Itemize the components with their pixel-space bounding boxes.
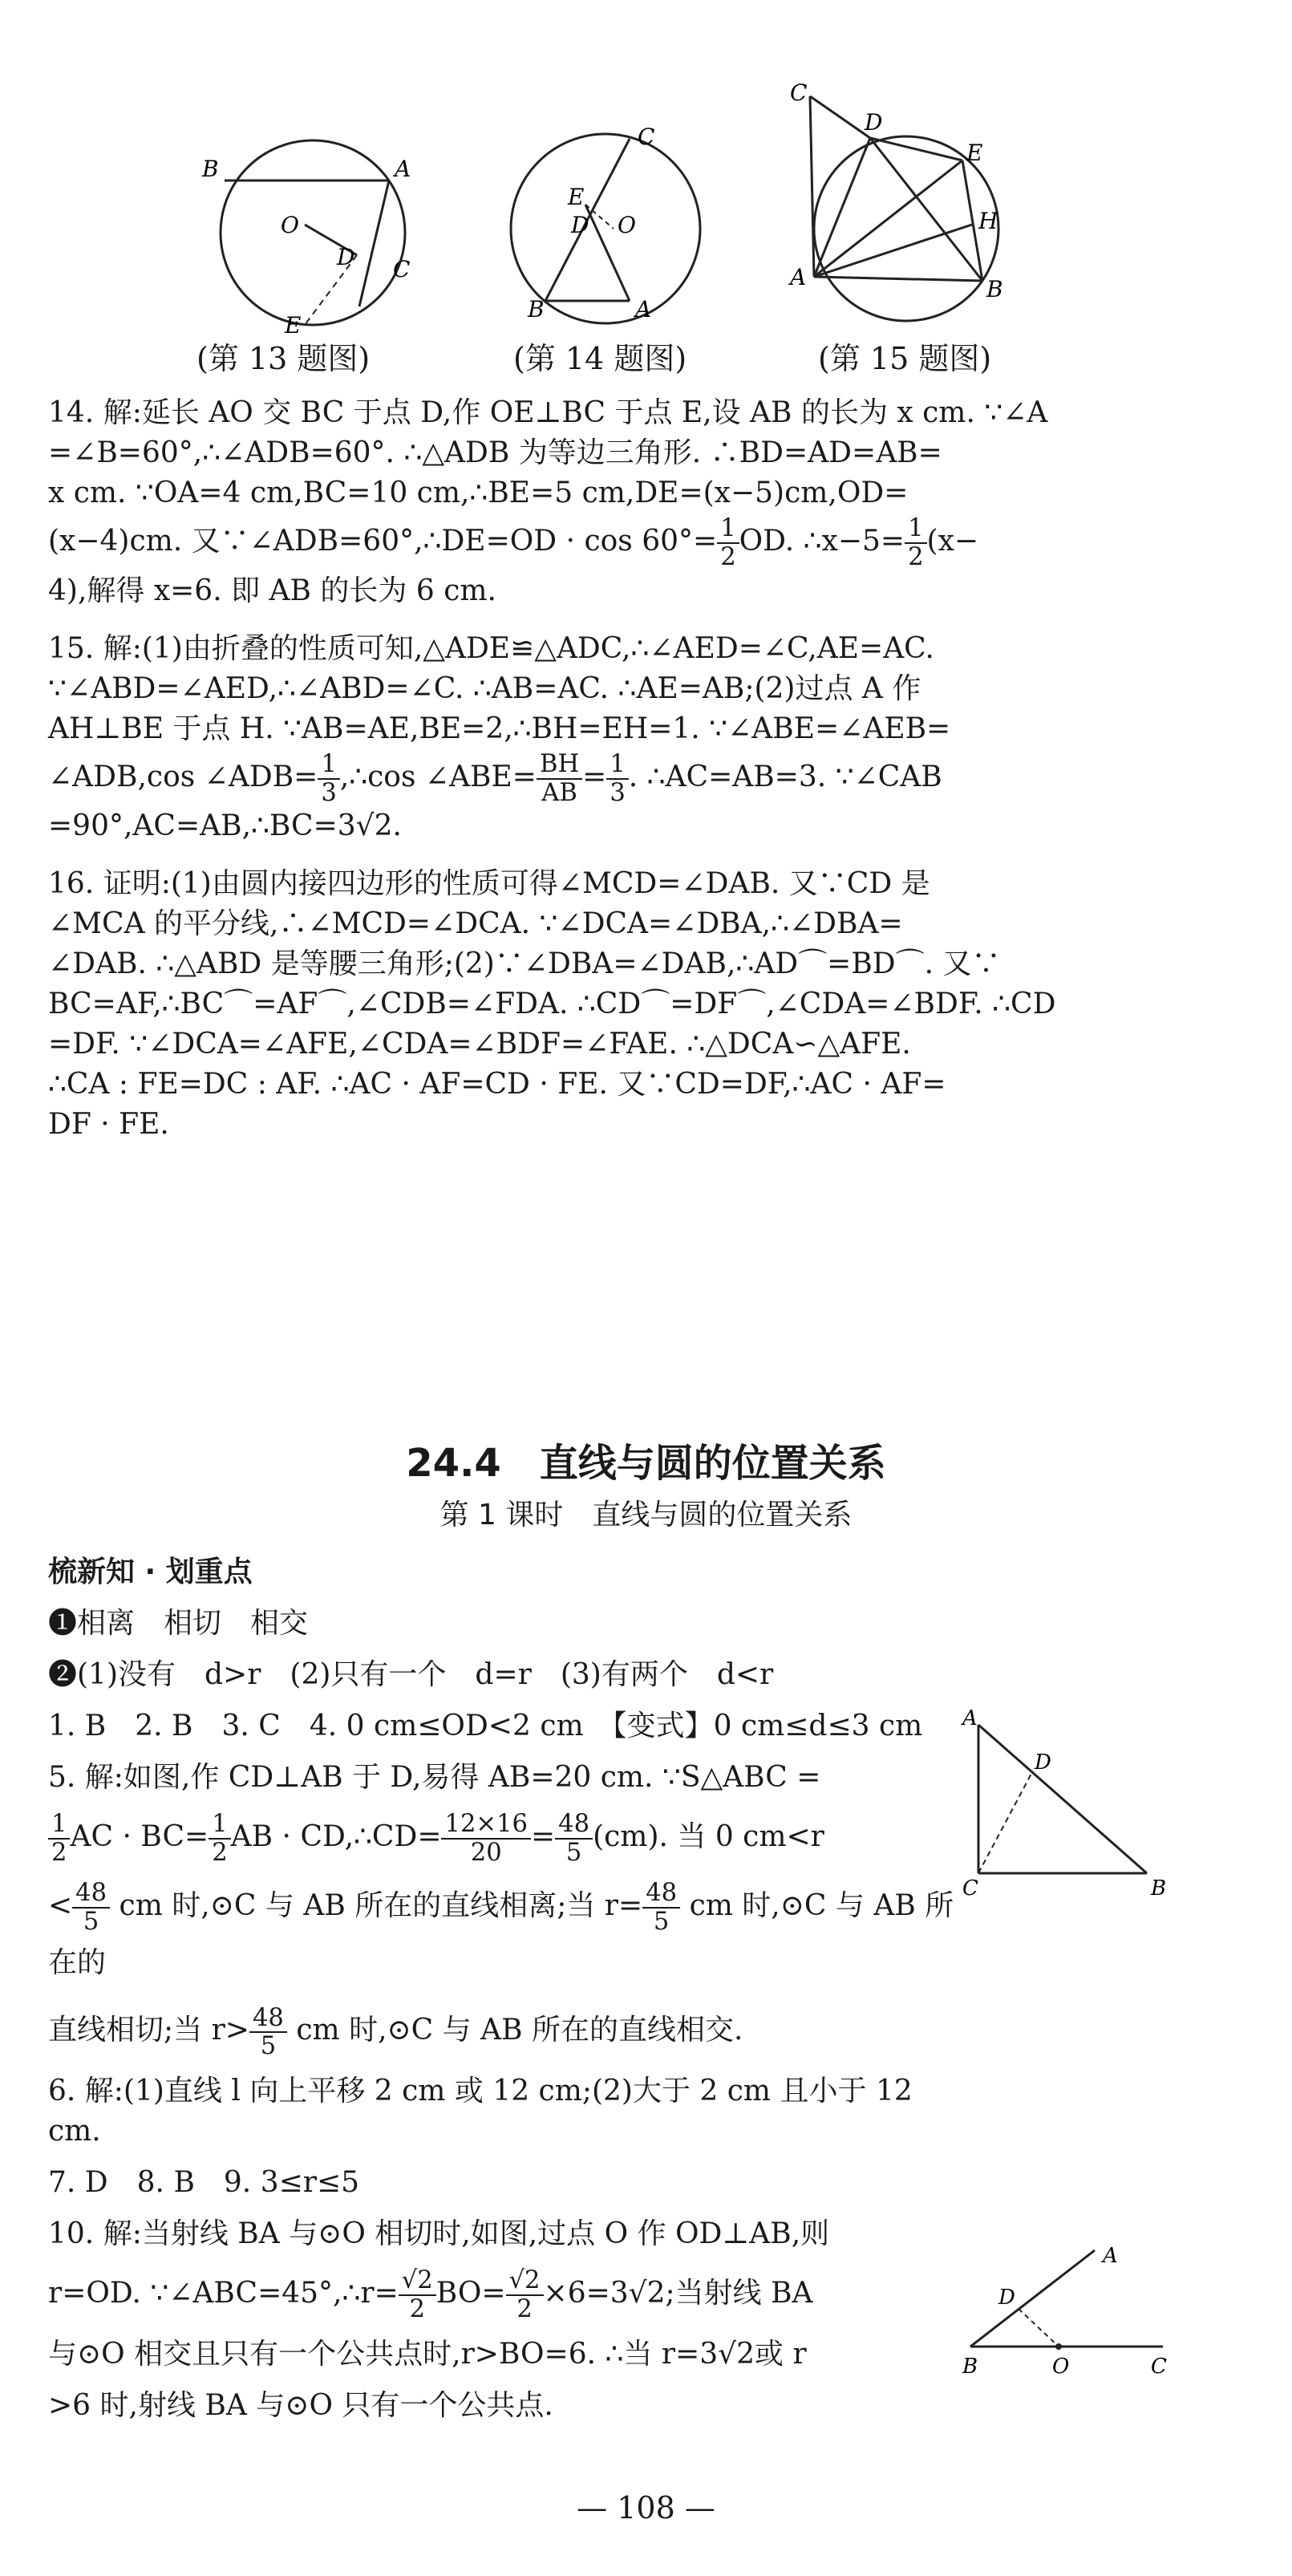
fig14-label-a: A xyxy=(635,296,652,323)
fig15-label-b: B xyxy=(986,276,1003,302)
figure-14 xyxy=(497,116,706,333)
fig13-label-a: A xyxy=(395,156,411,182)
caption-fig13: (第 13 题图) xyxy=(196,341,371,376)
fig10-label-o: O xyxy=(1052,2355,1070,2379)
q5-frac-res-3 xyxy=(642,1880,680,1935)
q7-line: 7. D 8. B 9. 3≤r≤5 xyxy=(48,2165,360,2199)
q15-frac-3-num: 1 xyxy=(606,751,628,780)
fig10-od xyxy=(1019,2309,1059,2347)
q5-text-2a: AC · BC= xyxy=(70,1820,209,1853)
fig15-cd xyxy=(810,96,870,138)
fig5-label-d: D xyxy=(1035,1750,1051,1775)
q5-text-2d: (cm). 当 0 cm<r xyxy=(593,1820,824,1853)
fig10-point-o xyxy=(1055,2343,1062,2350)
fig10-label-b: B xyxy=(962,2355,978,2379)
q5-frac-res-1-num: 48 xyxy=(555,1811,593,1840)
q16-line-5: =DF. ∵∠DCA=∠AFE,∠CDA=∠BDF=∠FAE. ∴△DCA∽△AFE. xyxy=(48,1028,911,1061)
q10-line-4: >6 时,射线 BA 与⊙O 只有一个公共点. xyxy=(48,2388,553,2422)
q5-frac-half-2 xyxy=(209,1811,230,1866)
fig14-label-b: B xyxy=(528,296,545,323)
fig10-label-c: C xyxy=(1151,2355,1167,2379)
q14-frac-2-den: 2 xyxy=(908,543,924,571)
q14-line-1: 14. 解:延长 AO 交 BC 于点 D,作 OE⊥BC 于点 E,设 AB 的长为 x cm. ∵∠A xyxy=(48,396,1048,429)
fig13-chord-ac xyxy=(359,181,389,306)
q10-frac-1 xyxy=(399,2267,436,2322)
q5-frac-half-1 xyxy=(48,1811,70,1866)
q5-frac-res-2 xyxy=(72,1880,110,1935)
q15-line-3: AH⊥BE 于点 H. ∵AB=AE,BE=2,∴BH=EH=1. ∵∠ABE=∠AEB= xyxy=(48,712,951,745)
item-3: 1. B 2. B 3. C 4. 0 cm≤OD<2 cm 【变式】0 cm≤d≤3 cm xyxy=(48,1710,923,1742)
figure-q5 xyxy=(954,1709,1195,1901)
fig5-altitude xyxy=(978,1772,1032,1873)
q14-frac-1-num: 1 xyxy=(717,515,739,544)
q15-text-b: ,∴cos ∠ABE= xyxy=(339,760,537,793)
q10-line-1: 10. 解:当射线 BA 与⊙O 相切时,如图,过点 O 作 OD⊥AB,则 xyxy=(48,2217,830,2250)
part-heading: 梳新知 · 划重点 xyxy=(48,1556,253,1588)
fig13-label-e: E xyxy=(285,312,302,337)
q5-frac-res-2-den: 5 xyxy=(83,1907,99,1936)
q10-line-3: 与⊙O 相交且只有一个公共点时,r>BO=6. ∴当 r=3√2或 r xyxy=(48,2337,807,2371)
q10-frac-1-num: √2 xyxy=(399,2267,436,2296)
q5-text-3c: cm 时,⊙C 与 AB 所在的 xyxy=(48,1888,954,1980)
q5-line-4 xyxy=(48,2002,970,2060)
q16-line-4: BC=AF,∴BC⌒=AF⌒,∠CDB=∠FDA. ∴CD⌒=DF⌒,∠CDA=∠BDF. ∴CD xyxy=(48,988,1056,1021)
q15-line-1: 15. 解:(1)由折叠的性质可知,△ADE≌△ADC,∴∠AED=∠C,AE=AC. xyxy=(48,631,934,665)
q5-frac-res-3-num: 48 xyxy=(642,1880,680,1909)
q10-frac-1-den: 2 xyxy=(409,2294,425,2323)
q15-frac-3-den: 3 xyxy=(610,778,626,807)
section-subtitle: 第 1 课时 直线与圆的位置关系 xyxy=(439,1499,853,1531)
q5-line-2 xyxy=(48,1809,970,1867)
fig5-side-ab xyxy=(978,1725,1147,1873)
q5-line-1: 5. 解:如图,作 CD⊥AB 于 D,易得 AB=20 cm. ∵S△ABC = xyxy=(48,1761,821,1794)
q5-frac-res-2-num: 48 xyxy=(72,1880,110,1909)
solutions-block xyxy=(48,393,1163,1162)
q5-frac-res-1-den: 5 xyxy=(565,1839,582,1867)
q5-line-3 xyxy=(48,1878,970,1992)
section-content xyxy=(48,1552,970,2437)
q15-frac-3 xyxy=(606,751,628,806)
figure-q10 xyxy=(954,2238,1179,2383)
q16-line-3: ∠DAB. ∴△ABD 是等腰三角形;(2)∵∠DBA=∠DAB,∴AD⌒=BD⌒. 又∵ xyxy=(48,947,1001,981)
section-title: 24.4 直线与圆的位置关系 xyxy=(406,1441,886,1486)
q5-text-4b: cm 时,⊙C 与 AB 所在的直线相交. xyxy=(286,2014,743,2047)
q5-frac-half-1-den: 2 xyxy=(51,1839,67,1867)
q10-text-2b: BO= xyxy=(435,2276,506,2310)
solution-16 xyxy=(48,864,1163,1145)
q5-text-3a: < xyxy=(48,1888,73,1922)
q15-text-c: = xyxy=(582,760,607,793)
q16-line-7: DF · FE. xyxy=(48,1108,169,1142)
q14-line-5: 4),解得 x=6. 即 AB 的长为 6 cm. xyxy=(48,574,496,607)
q16-line-2: ∠MCA 的平分线,∴∠MCD=∠DCA. ∵∠DCA=∠DBA,∴∠DBA= xyxy=(48,907,903,941)
fig15-ah xyxy=(814,225,972,277)
item-1: ❶相离 相切 相交 xyxy=(48,1607,309,1640)
q14-line-2: =∠B=60°,∴∠ADB=60°. ∴△ADB 为等边三角形. ∴BD=AD=AB= xyxy=(48,436,942,469)
fig14-label-c: C xyxy=(638,124,655,150)
q15-frac-1 xyxy=(318,751,339,806)
fig10-label-d: D xyxy=(998,2286,1015,2310)
q10-line-2 xyxy=(48,2266,970,2323)
q14-text-a: (x−4)cm. 又∵∠ADB=60°,∴DE=OD · cos 60°= xyxy=(48,525,718,558)
q14-text-c: (x− xyxy=(926,525,979,558)
q14-frac-2 xyxy=(905,515,926,570)
q15-frac-1-den: 3 xyxy=(321,778,337,807)
fig15-label-e: E xyxy=(966,140,983,166)
fig15-label-a: A xyxy=(790,264,807,290)
figure-15 xyxy=(786,80,1027,337)
q5-text-2c: = xyxy=(530,1820,556,1853)
q14-text-b: OD. ∴x−5= xyxy=(739,525,905,558)
q10-text-2c: ×6=3√2;当射线 BA xyxy=(543,2276,813,2310)
figure-13 xyxy=(192,112,433,337)
q15-text-a: ∠ADB,cos ∠ADB= xyxy=(48,760,318,793)
q14-frac-1-den: 2 xyxy=(720,543,736,571)
q5-frac-half-2-den: 2 xyxy=(212,1839,228,1867)
q15-line-5: =90°,AC=AB,∴BC=3√2. xyxy=(48,809,402,843)
q15-text-d: . ∴AC=AB=3. ∵∠CAB xyxy=(628,760,942,793)
fig5-label-b: B xyxy=(1151,1876,1167,1901)
q16-line-6: ∴CA : FE=DC : AF. ∴AC · AF=CD · FE. 又∵CD=DF,∴AC · AF= xyxy=(48,1068,946,1101)
q15-frac-1-num: 1 xyxy=(318,751,339,780)
q14-frac-1 xyxy=(717,515,739,570)
fig13-label-d: D xyxy=(337,244,355,270)
q14-line-4 xyxy=(48,513,1163,571)
q5-text-3b: cm 时,⊙C 与 AB 所在的直线相离;当 r= xyxy=(110,1888,643,1922)
fig13-label-o: O xyxy=(281,212,299,238)
q15-frac-2 xyxy=(537,751,582,806)
fig5-label-c: C xyxy=(962,1876,978,1901)
q5-frac-res-4-num: 48 xyxy=(249,2005,287,2034)
q5-frac-half-1-num: 1 xyxy=(48,1811,70,1840)
caption-fig15: (第 15 题图) xyxy=(818,341,992,376)
q15-frac-2-num: BH xyxy=(537,751,582,780)
q5-frac-half-2-num: 1 xyxy=(209,1811,230,1840)
fig15-ab xyxy=(814,277,982,281)
fig13-label-b: B xyxy=(202,156,219,182)
solution-15 xyxy=(48,629,1163,847)
q10-frac-2-num: √2 xyxy=(506,2267,544,2296)
q5-frac-res-1 xyxy=(555,1811,593,1866)
fig14-label-e: E xyxy=(568,184,585,210)
fig15-ca xyxy=(810,96,814,277)
item-2: ❷(1)没有 d>r (2)只有一个 d=r (3)有两个 d<r xyxy=(48,1658,774,1691)
q10-frac-2 xyxy=(506,2267,544,2322)
page-number: — 108 — xyxy=(577,2490,715,2525)
q5-frac-res-4 xyxy=(249,2005,287,2060)
fig14-label-d: D xyxy=(571,212,589,238)
fig15-label-h: H xyxy=(978,208,998,234)
fig14-label-o: O xyxy=(618,212,636,238)
fig15-label-d: D xyxy=(865,109,883,136)
fig10-label-a: A xyxy=(1103,2244,1118,2268)
q5-frac-res-3-den: 5 xyxy=(653,1907,670,1936)
q5-text-4a: 直线相切;当 r> xyxy=(48,2014,249,2047)
q14-frac-2-num: 1 xyxy=(905,515,926,544)
q5-frac-big xyxy=(441,1811,531,1866)
q14-line-3: x cm. ∵OA=4 cm,BC=10 cm,∴BE=5 cm,DE=(x−5)cm,OD= xyxy=(48,477,909,509)
fig13-label-c: C xyxy=(393,256,411,282)
fig14-circle xyxy=(511,134,700,323)
q6-line: 6. 解:(1)直线 l 向上平移 2 cm 或 12 cm;(2)大于 2 cm 且小于 12 cm. xyxy=(48,2074,913,2148)
solution-14 xyxy=(48,393,1163,611)
q15-line-2: ∵∠ABD=∠AED,∴∠ABD=∠C. ∴AB=AC. ∴AE=AB;(2)过点 A 作 xyxy=(48,671,921,705)
q5-frac-big-den: 20 xyxy=(470,1839,502,1867)
q15-frac-2-den: AB xyxy=(541,778,577,807)
fig10-ray-ba xyxy=(970,2250,1095,2347)
q5-frac-res-4-den: 5 xyxy=(260,2032,277,2061)
q10-frac-2-den: 2 xyxy=(516,2294,533,2323)
fig15-label-c: C xyxy=(790,80,808,106)
caption-fig14: (第 14 题图) xyxy=(513,341,687,376)
q10-text-2a: r=OD. ∵∠ABC=45°,∴r= xyxy=(48,2276,399,2310)
figure-row xyxy=(0,0,1292,385)
q5-text-2b: AB · CD,∴CD= xyxy=(230,1820,442,1853)
q16-line-1: 16. 证明:(1)由圆内接四边形的性质可得∠MCD=∠DAB. 又∵CD 是 xyxy=(48,867,930,901)
q15-line-4 xyxy=(48,749,1163,807)
q5-frac-big-num: 12×16 xyxy=(441,1811,531,1840)
fig5-label-a: A xyxy=(962,1709,978,1730)
